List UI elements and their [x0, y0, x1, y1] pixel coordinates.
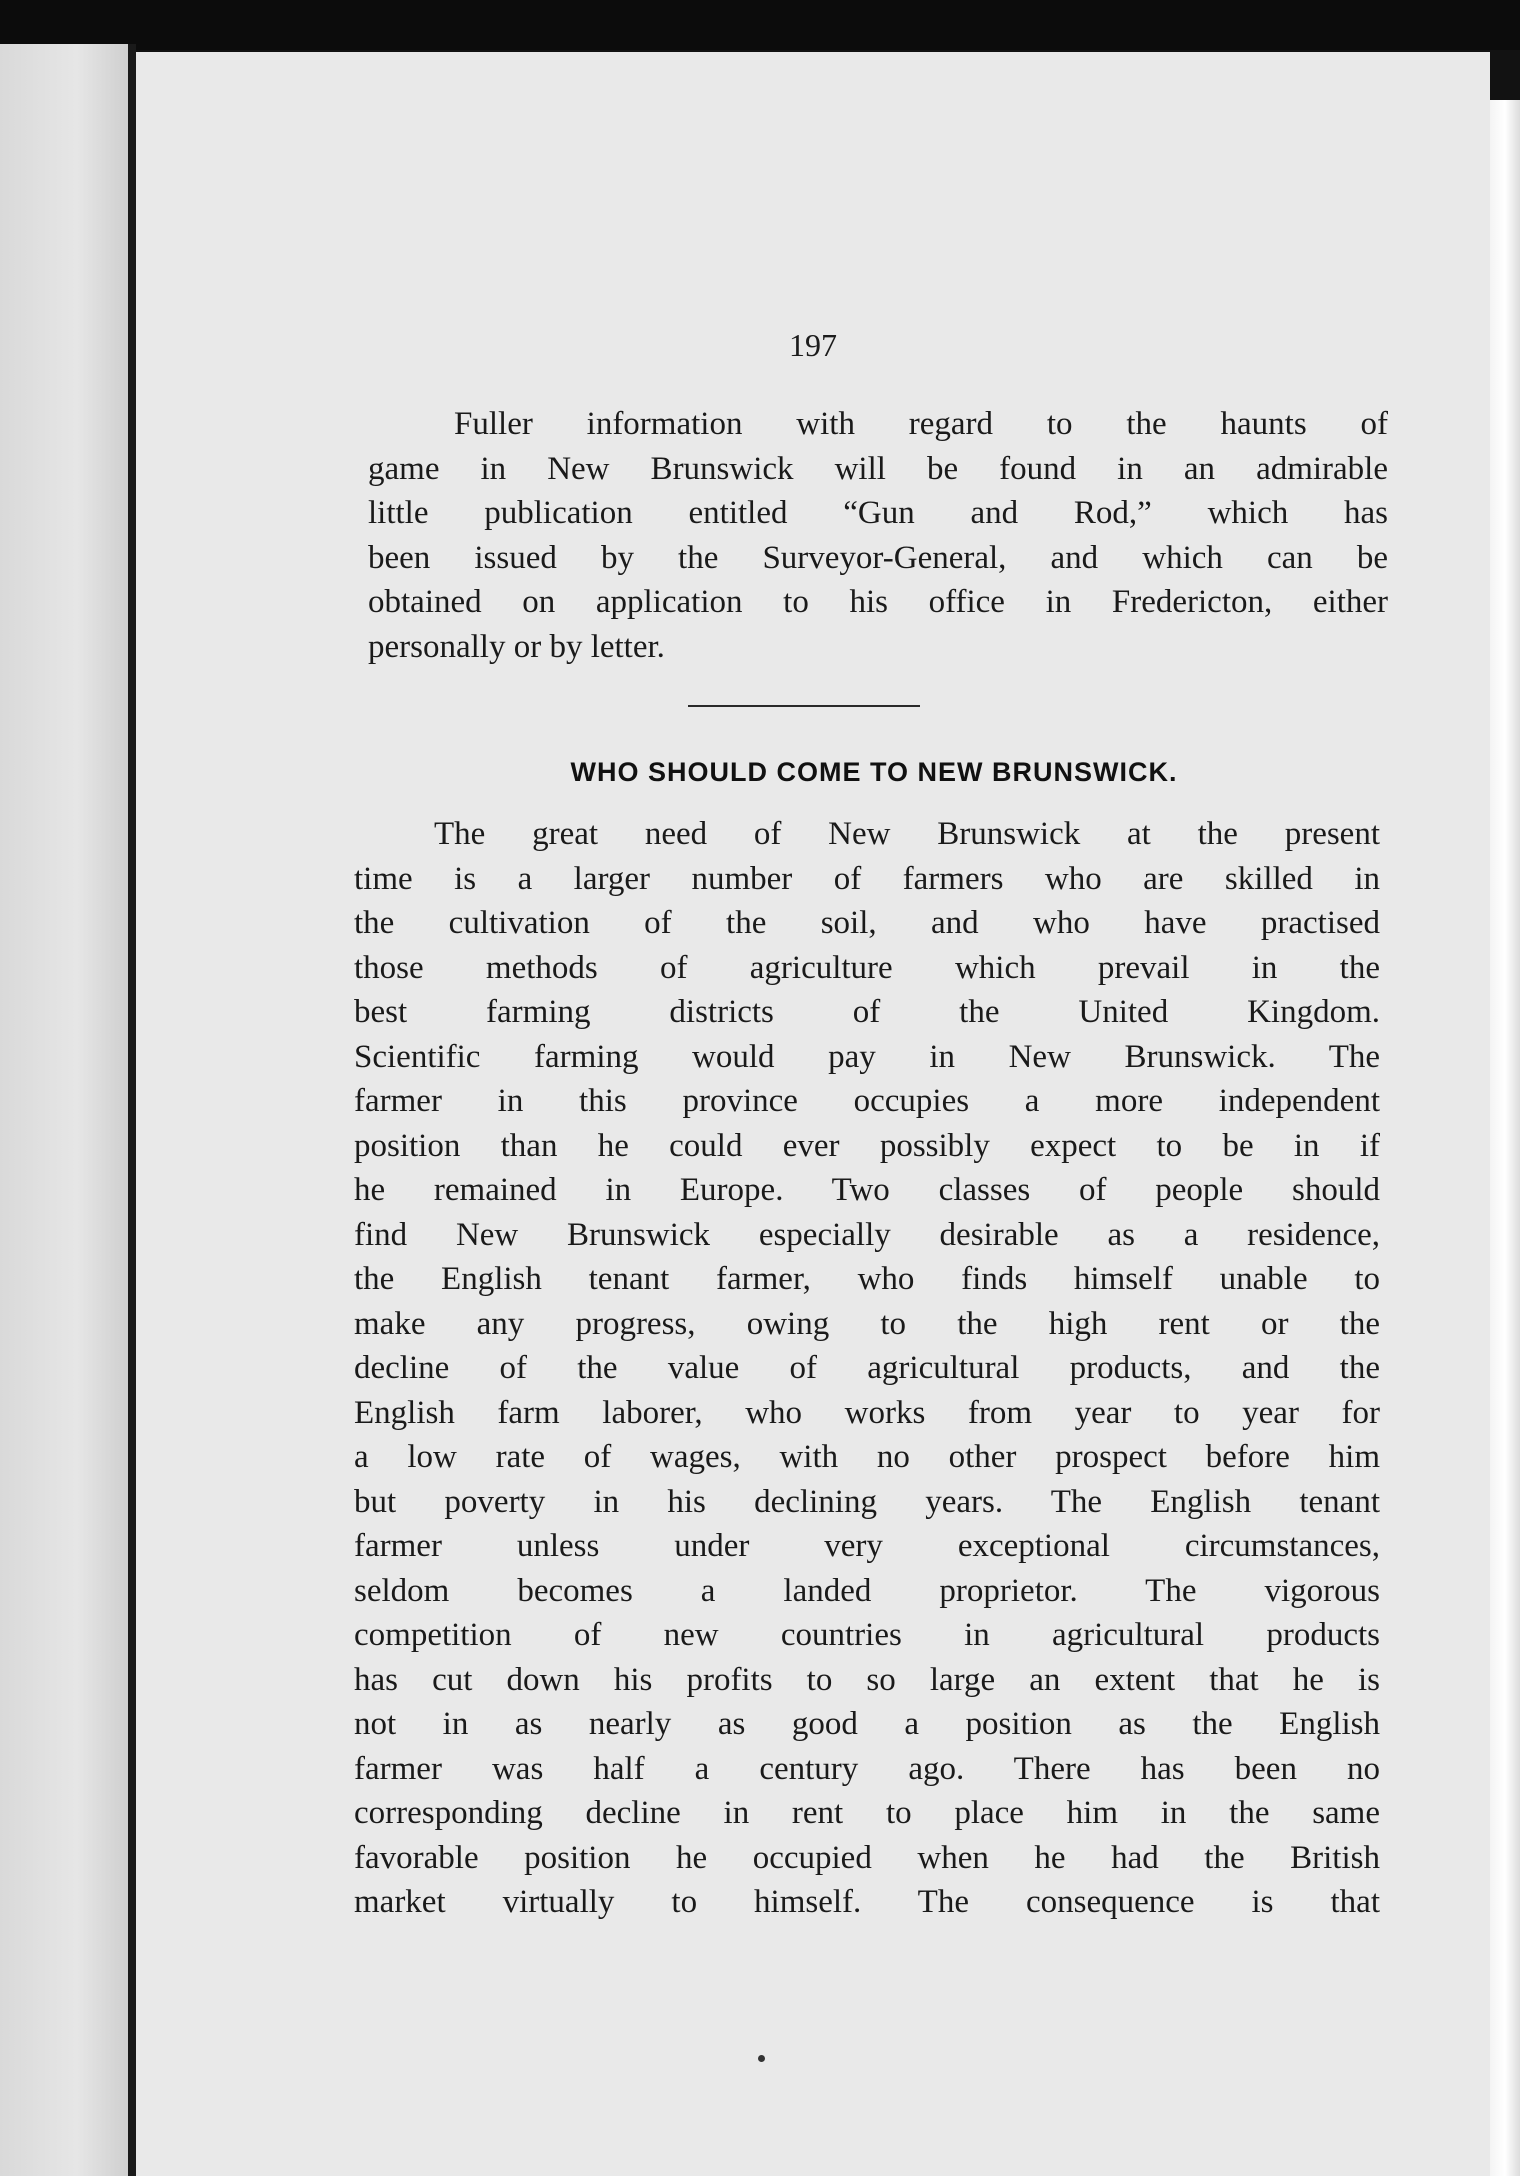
text-line: find New Brunswick especially desirable as a residence, [354, 1216, 1380, 1253]
text-line: English farm laborer, who works from year to year for [354, 1394, 1380, 1431]
text-line: farmer unless under very exceptional circumstances, [354, 1528, 1380, 1564]
text-line: game in New Brunswick will be found in an admirable [368, 450, 1388, 487]
paragraph-gun-and-rod [368, 402, 1388, 669]
section-divider [688, 705, 920, 707]
page-number: 197 [789, 327, 837, 363]
text-line: those methods of agriculture which prevail in the [354, 949, 1380, 986]
text-line: personally or by letter. [368, 628, 665, 665]
facing-page-edge [0, 44, 128, 2176]
text-line: seldom becomes a landed proprietor. The vigorous [354, 1572, 1380, 1609]
text-line: farmer was half a century ago. There has been no [354, 1750, 1380, 1787]
text-line: he remained in Europe. Two classes of people should [354, 1172, 1380, 1208]
text-line: make any progress, owing to the high rent or the [354, 1305, 1380, 1342]
text-line: competition of new countries in agricultural products [354, 1617, 1380, 1653]
text-line: been issued by the Surveyor-General, and which can be [368, 539, 1388, 576]
text-line: but poverty in his declining years. The English tenant [354, 1483, 1380, 1520]
text-line: not in as nearly as good a position as the English [354, 1706, 1380, 1742]
scan-top-margin [0, 0, 1520, 50]
text-line: obtained on application to his office in Fredericton, either [368, 584, 1388, 620]
book-binding [128, 44, 136, 2176]
text-line: position than he could ever possibly expect to be in if [354, 1127, 1380, 1164]
text-line: favorable position he occupied when he had the British [354, 1839, 1380, 1876]
text-line: a low rate of wages, with no other prospect before him [354, 1439, 1380, 1475]
paragraph-who-should-come [354, 812, 1380, 1925]
print-speck [758, 2055, 765, 2062]
text-line: Fuller information with regard to the haunts of [454, 406, 1388, 442]
text-line: the English tenant farmer, who finds himself unable to [354, 1261, 1380, 1297]
text-line: The great need of New Brunswick at the present [434, 816, 1380, 852]
text-line: little publication entitled “Gun and Rod,” which has [368, 495, 1388, 531]
text-line: farmer in this province occupies a more independent [354, 1083, 1380, 1119]
text-line: the cultivation of the soil, and who have practised [354, 905, 1380, 941]
page-stack-edge [1490, 100, 1520, 2176]
section-heading: WHO SHOULD COME TO NEW BRUNSWICK. [570, 757, 1178, 787]
text-line: best farming districts of the United Kingdom. [354, 994, 1380, 1030]
book-page [136, 52, 1490, 2176]
text-line: corresponding decline in rent to place him in the same [354, 1795, 1380, 1831]
text-line: decline of the value of agricultural products, and the [354, 1350, 1380, 1386]
text-line: has cut down his profits to so large an extent that he is [354, 1661, 1380, 1698]
text-line: Scientific farming would pay in New Brunswick. The [354, 1038, 1380, 1075]
text-line: time is a larger number of farmers who are skilled in [354, 860, 1380, 897]
text-line: market virtually to himself. The consequence is that [354, 1884, 1380, 1920]
